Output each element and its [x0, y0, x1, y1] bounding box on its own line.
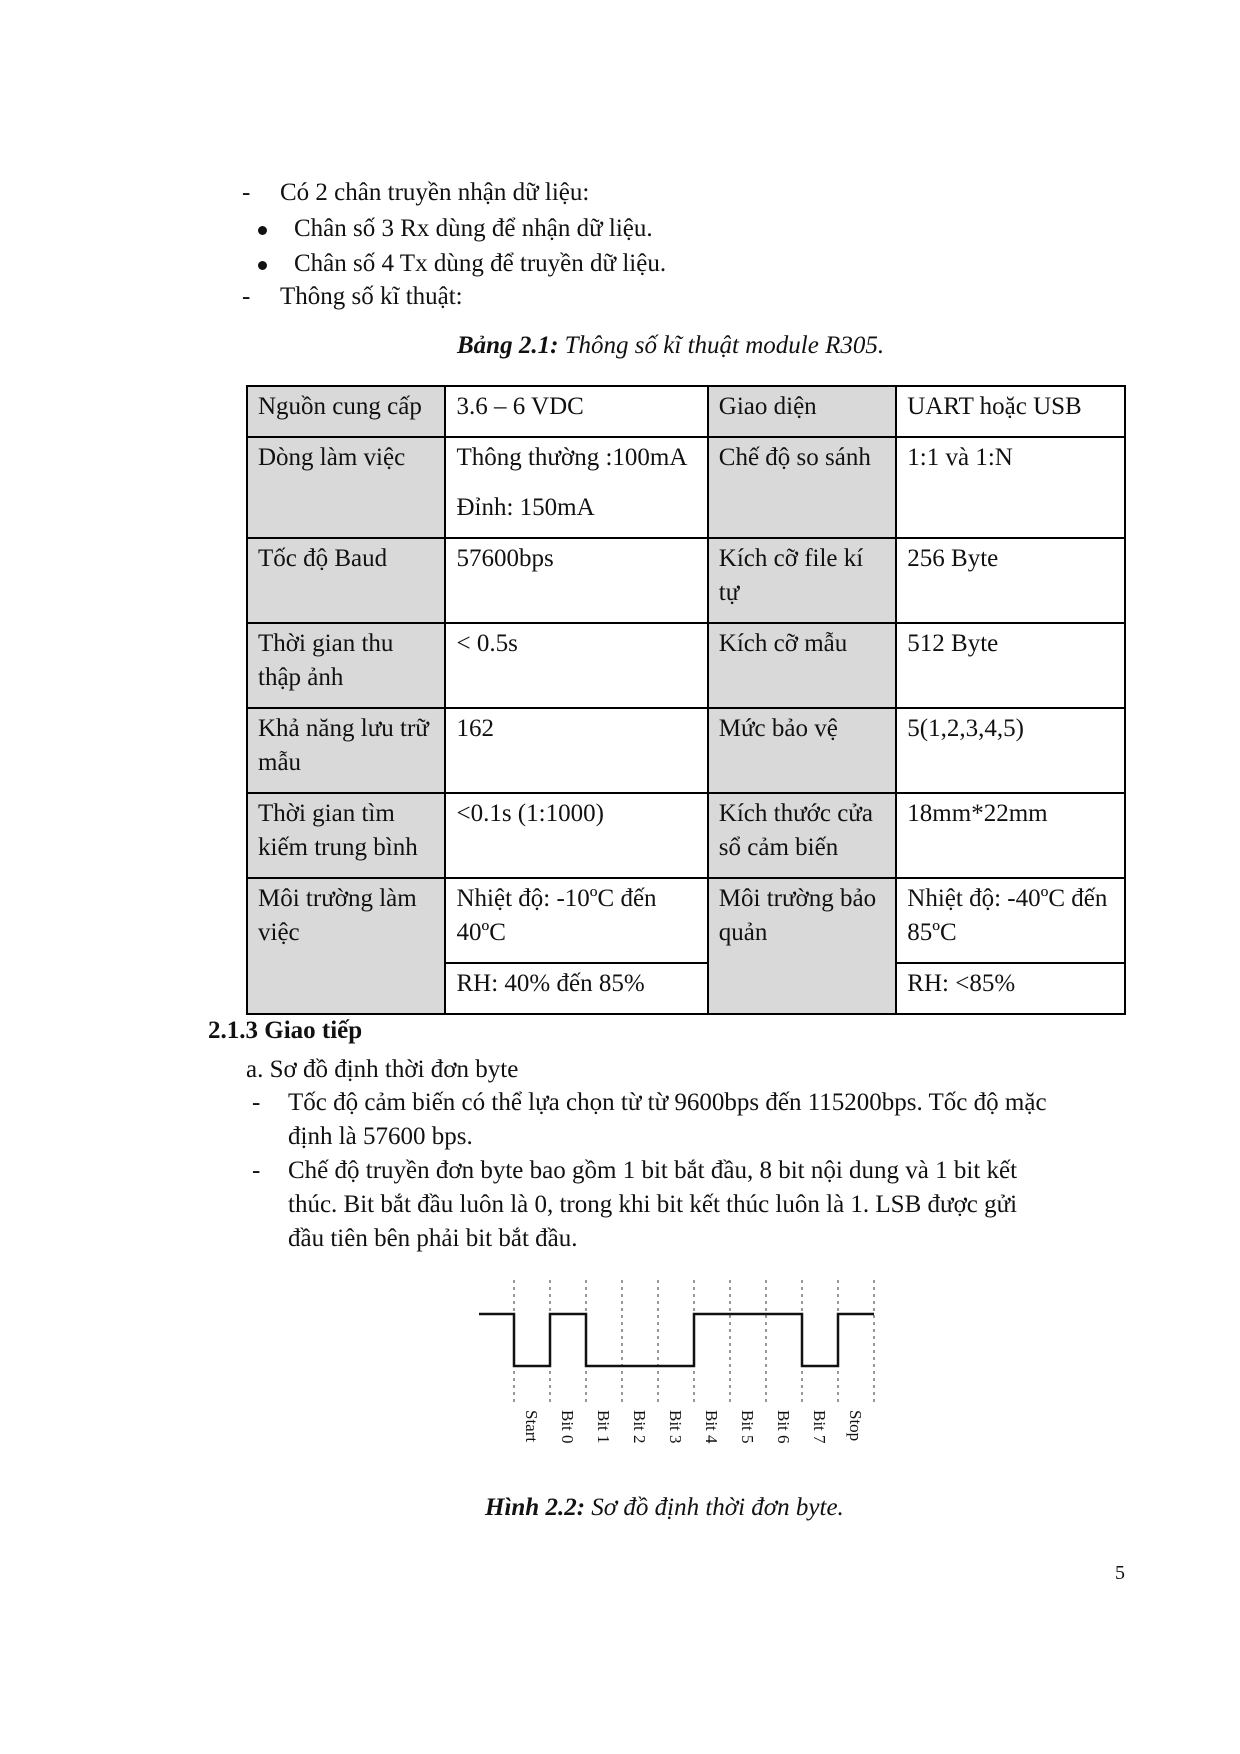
current-normal: Thông thường :100mA [456, 444, 688, 471]
page-number: 5 [1115, 1562, 1125, 1584]
table-cell: RH: <85% [896, 963, 1125, 1014]
table-cell: < 0.5s [445, 623, 707, 708]
dash-marker: - [252, 1089, 261, 1116]
current-peak: Đỉnh: 150mA [456, 494, 595, 521]
timing-label: Bit 0 [558, 1410, 577, 1444]
table-cell [445, 437, 707, 538]
timing-waveform [479, 1314, 874, 1366]
intro-sub-tx: Chân số 4 Tx dùng để truyền dữ liệu. [294, 250, 667, 277]
intro-item-specs: Thông số kĩ thuật: [280, 283, 463, 310]
table-row [247, 708, 1125, 793]
table-cell: Nhiệt độ: -40ºC đến 85ºC [896, 878, 1125, 963]
table-cell: Tốc độ Baud [247, 538, 445, 623]
section-heading: 2.1.3 Giao tiếp [208, 1017, 363, 1044]
table-cell: Nhiệt độ: -10ºC đến 40ºC [445, 878, 707, 963]
table-caption [457, 332, 884, 360]
bullet-icon [258, 226, 267, 235]
table-cell: Môi trường làm việc [247, 878, 445, 1014]
table-cell: Môi trường bảo quản [708, 878, 897, 1014]
dash-marker: - [242, 283, 251, 310]
table-cell: <0.1s (1:1000) [445, 793, 707, 878]
table-cell: Dòng làm việc [247, 437, 445, 538]
timing-label: Bit 1 [594, 1410, 613, 1444]
table-cell: 3.6 – 6 VDC [445, 386, 707, 437]
timing-label: Bit 2 [630, 1410, 649, 1444]
table-cell: Chế độ so sánh [708, 437, 897, 538]
dash-marker: - [242, 179, 251, 206]
paragraph-mode-line2: thúc. Bit bắt đầu luôn là 0, trong khi bit kết thúc luôn là 1. LSB được gửi [288, 1191, 1018, 1218]
timing-label: Stop [846, 1410, 865, 1442]
table-cell: 57600bps [445, 538, 707, 623]
paragraph-speed-line2: định là 57600 bps. [288, 1123, 473, 1150]
table-cell: Thời gian tìm kiếm trung bình [247, 793, 445, 878]
table-caption-label: Bảng 2.1: [457, 332, 559, 359]
paragraph-mode-line1: Chế độ truyền đơn byte bao gồm 1 bit bắt đầu, 8 bit nội dung và 1 bit kết [288, 1157, 1018, 1184]
table-cell: Kích cỡ file kí tự [708, 538, 897, 623]
table-cell: 256 Byte [896, 538, 1125, 623]
timing-labels [522, 1410, 865, 1444]
table-cell: 5(1,2,3,4,5) [896, 708, 1125, 793]
paragraph-speed-line1: Tốc độ cảm biến có thể lựa chọn từ từ 9600bps đến 115200bps. Tốc độ mặc [288, 1089, 1047, 1116]
timing-label: Start [522, 1410, 541, 1443]
subsection-a: a. Sơ đồ định thời đơn byte [246, 1056, 519, 1083]
table-caption-text: Thông số kĩ thuật module R305. [558, 332, 885, 359]
intro-item-pins: Có 2 chân truyền nhận dữ liệu: [280, 179, 590, 206]
bullet-icon [258, 261, 267, 270]
table-cell: Giao diện [708, 386, 897, 437]
table-row [247, 623, 1125, 708]
table-row [247, 437, 1125, 538]
table-row [247, 793, 1125, 878]
timing-label: Bit 6 [774, 1410, 793, 1444]
table-row [247, 386, 1125, 437]
table-cell: Mức bảo vệ [708, 708, 897, 793]
timing-label: Bit 5 [738, 1410, 757, 1444]
table-cell: RH: 40% đến 85% [445, 963, 707, 1014]
timing-label: Bit 4 [702, 1410, 721, 1444]
table-cell: Khả năng lưu trữ mẫu [247, 708, 445, 793]
table-row [247, 878, 1125, 963]
table-cell: 1:1 và 1:N [896, 437, 1125, 538]
spec-table [246, 385, 1126, 1015]
table-cell: 512 Byte [896, 623, 1125, 708]
table-cell: Nguồn cung cấp [247, 386, 445, 437]
table-cell: UART hoặc USB [896, 386, 1125, 437]
figure-caption [485, 1494, 844, 1522]
timing-label: Bit 7 [810, 1410, 829, 1444]
timing-label: Bit 3 [666, 1410, 685, 1444]
table-cell: Thời gian thu thập ảnh [247, 623, 445, 708]
table-cell: 18mm*22mm [896, 793, 1125, 878]
figure-caption-text: Sơ đồ định thời đơn byte. [585, 1494, 844, 1521]
table-cell: Kích thước cửa sổ cảm biến [708, 793, 897, 878]
table-cell: Kích cỡ mẫu [708, 623, 897, 708]
intro-sub-rx: Chân số 3 Rx dùng để nhận dữ liệu. [294, 215, 653, 242]
paragraph-mode-line3: đầu tiên bên phải bit bắt đầu. [288, 1225, 578, 1252]
dash-marker: - [252, 1157, 261, 1184]
figure-caption-label: Hình 2.2: [485, 1494, 586, 1521]
timing-diagram [0, 1278, 1240, 1458]
table-cell: 162 [445, 708, 707, 793]
table-row [247, 538, 1125, 623]
